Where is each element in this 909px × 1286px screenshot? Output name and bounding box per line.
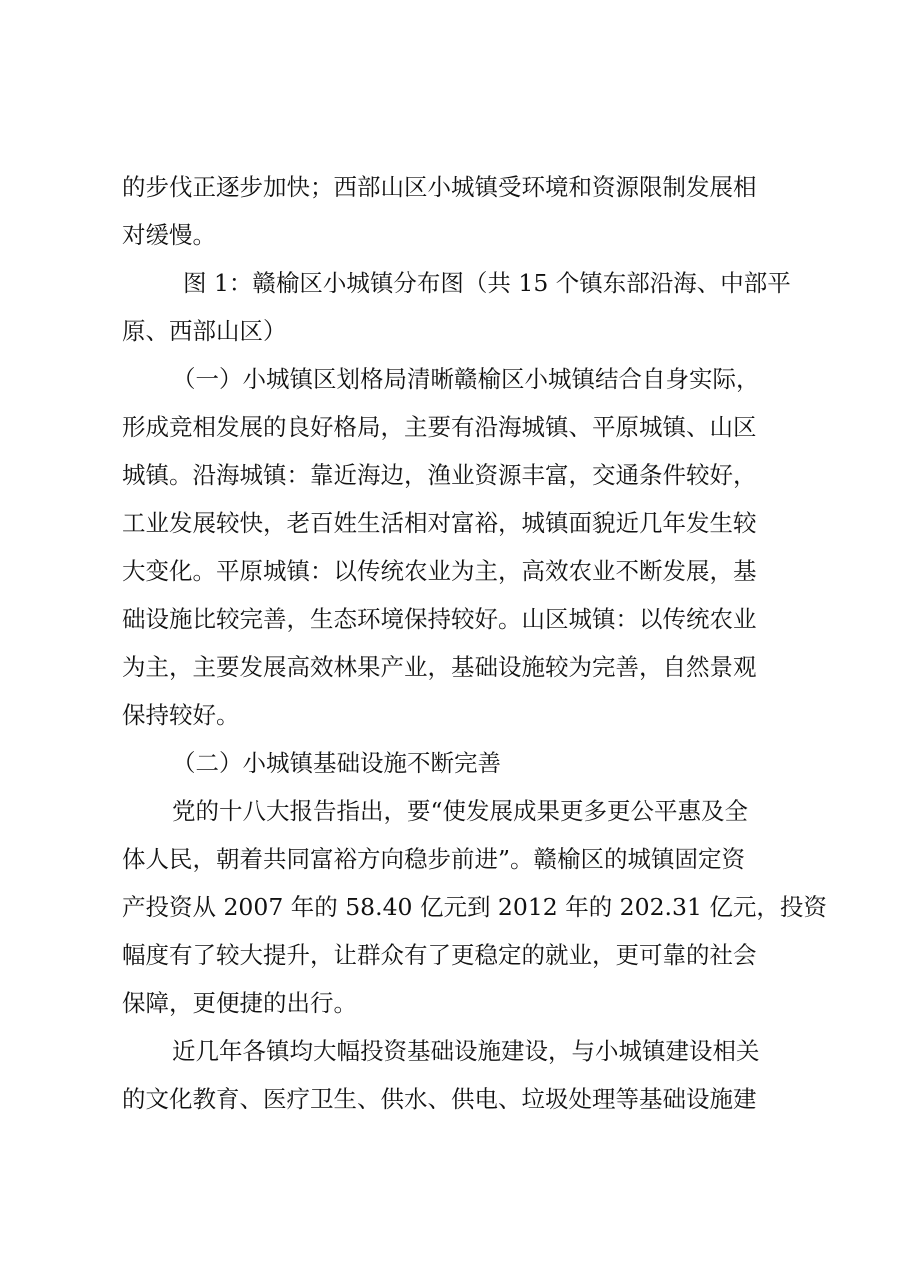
text-line: 形成竞相发展的良好格局，主要有沿海城镇、平原城镇、山区: [122, 413, 757, 441]
text-line: 保持较好。: [122, 701, 240, 729]
text-line: 对缓慢。: [122, 221, 216, 249]
text-line: 础设施比较完善，生态环境保持较好。山区城镇：以传统农业: [122, 605, 757, 633]
text-line: 体人民，朝着共同富裕方向稳步前进”。赣榆区的城镇固定资: [122, 845, 746, 873]
text-line: 保障，更便捷的出行。: [122, 989, 357, 1017]
section-heading: （二）小城镇基础设施不断完善: [172, 749, 501, 777]
text-line: 产投资从 2007 年的 58.40 亿元到 2012 年的 202.31 亿元，投资: [122, 893, 827, 921]
text-line: 的步伐正逐步加快；西部山区小城镇受环境和资源限制发展相: [122, 173, 757, 201]
text-line: 幅度有了较大提升，让群众有了更稳定的就业，更可靠的社会: [122, 941, 757, 969]
text-line: 近几年各镇均大幅投资基础设施建设，与小城镇建设相关: [172, 1037, 760, 1065]
text-line: 的文化教育、医疗卫生、供水、供电、垃圾处理等基础设施建: [122, 1085, 757, 1113]
section-heading: （一）小城镇区划格局清晰赣榆区小城镇结合自身实际，: [172, 365, 760, 393]
figure-caption: 图 1：赣榆区小城镇分布图（共 15 个镇东部沿海、中部平: [183, 269, 791, 297]
figure-caption: 原、西部山区）: [122, 317, 287, 345]
text-line: 党的十八大报告指出，要“使发展成果更多更公平惠及全: [172, 797, 749, 825]
text-line: 为主，主要发展高效林果产业，基础设施较为完善，自然景观: [122, 653, 757, 681]
text-line: 大变化。平原城镇：以传统农业为主，高效农业不断发展，基: [122, 557, 757, 585]
text-line: 工业发展较快，老百姓生活相对富裕，城镇面貌近几年发生较: [122, 509, 757, 537]
text-line: 城镇。沿海城镇：靠近海边，渔业资源丰富，交通条件较好，: [122, 461, 757, 489]
